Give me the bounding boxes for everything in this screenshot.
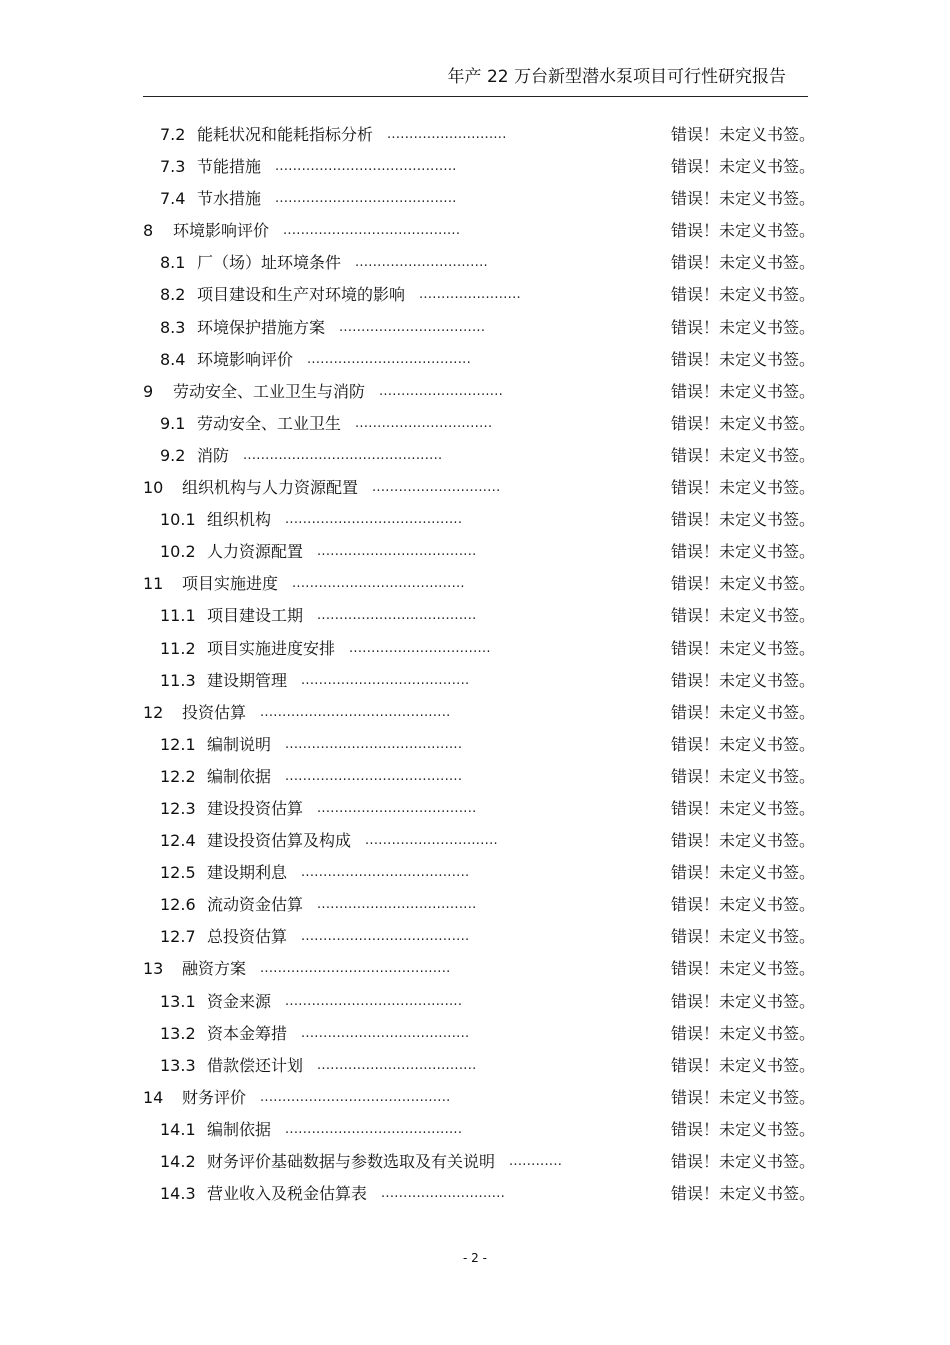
toc-entry-page-ref: 错误！未定义书签。 [671,285,816,305]
toc-entry-number: 9.1 [160,413,186,433]
toc-entry[interactable] [0,857,950,889]
toc-entry-title: 建设期利息 [207,863,288,883]
toc-entry[interactable] [0,215,950,247]
toc-leader-dots: ........................................ [285,1121,463,1137]
toc-leader-dots: ............................. [372,480,501,496]
toc-entry-page-ref: 错误！未定义书签。 [671,510,816,530]
toc-entry[interactable] [0,825,950,857]
toc-entry-title: 环境影响评价 [197,349,294,369]
toc-entry-page-ref: 错误！未定义书签。 [671,381,816,401]
toc-entry-number: 12.7 [160,927,196,947]
toc-entry-title: 建设投资估算及构成 [207,831,352,851]
toc-entry[interactable] [0,279,950,311]
toc-entry[interactable] [0,761,950,793]
toc-entry[interactable] [0,408,950,440]
toc-entry[interactable] [0,986,950,1018]
toc-entry-number: 14 [143,1087,164,1107]
toc-entry-title: 组织机构与人力资源配置 [182,478,359,498]
toc-entry-number: 12 [143,702,164,722]
toc-entry-page-ref: 错误！未定义书签。 [671,1055,816,1075]
toc-entry[interactable] [0,568,950,600]
toc-entry-number: 8 [143,221,154,241]
toc-entry-title: 编制依据 [207,766,272,786]
toc-leader-dots: ......................................... [275,159,457,175]
toc-entry-number: 11.2 [160,638,196,658]
toc-entry-page-ref: 错误！未定义书签。 [671,445,816,465]
toc-entry-title: 编制说明 [207,734,272,754]
toc-leader-dots: ........................................... [260,704,451,720]
toc-entry[interactable] [0,312,950,344]
toc-leader-dots: ........................................... [260,961,451,977]
toc-entry[interactable] [0,921,950,953]
toc-entry[interactable] [0,440,950,472]
toc-entry-title: 劳动安全、工业卫生与消防 [173,381,366,401]
toc-entry-page-ref: 错误！未定义书签。 [671,734,816,754]
toc-entry-title: 环境保护措施方案 [197,317,326,337]
toc-entry[interactable] [0,183,950,215]
toc-leader-dots: ...................................... [301,672,470,688]
toc-entry[interactable] [0,247,950,279]
toc-entry-number: 10 [143,478,164,498]
toc-entry-page-ref: 错误！未定义书签。 [671,895,816,915]
toc-entry[interactable] [0,793,950,825]
toc-leader-dots: .................................... [317,608,477,624]
toc-entry[interactable] [0,504,950,536]
toc-entry-number: 12.4 [160,831,196,851]
toc-entry-title: 项目实施进度安排 [207,638,336,658]
header-divider [143,96,808,97]
toc-entry-title: 项目建设和生产对环境的影响 [197,285,406,305]
toc-leader-dots: ....................... [419,287,521,303]
toc-entry-title: 环境影响评价 [173,221,270,241]
toc-entry-title: 项目建设工期 [207,606,304,626]
toc-entry-page-ref: 错误！未定义书签。 [671,125,816,144]
toc-leader-dots: .................................... [317,544,477,560]
toc-entry-title: 劳动安全、工业卫生 [197,413,342,433]
toc-entry[interactable] [0,1178,950,1210]
toc-leader-dots: ............................ [381,1186,506,1202]
toc-entry-number: 8.4 [160,349,186,369]
toc-leader-dots: .............................. [365,833,498,849]
toc-entry-number: 12.6 [160,895,196,915]
toc-entry-page-ref: 错误！未定义书签。 [671,189,816,209]
toc-entry[interactable] [0,1082,950,1114]
toc-entry-page-ref: 错误！未定义书签。 [671,157,816,177]
toc-entry-title: 厂（场）址环境条件 [197,253,342,273]
toc-entry-page-ref: 错误！未定义书签。 [671,927,816,947]
toc-entry-number: 10.2 [160,542,196,562]
toc-entry-title: 借款偿还计划 [207,1055,304,1075]
toc-leader-dots: ........................................ [285,993,463,1009]
toc-entry-title: 人力资源配置 [207,542,304,562]
toc-entry-title: 能耗状况和能耗指标分析 [197,125,374,144]
toc-entry-page-ref: 错误！未定义书签。 [671,670,816,690]
toc-entry-page-ref: 错误！未定义书签。 [671,638,816,658]
toc-leader-dots: ......................................... [275,191,457,207]
toc-leader-dots: ............................................. [243,447,443,463]
toc-leader-dots: .................................... [317,800,477,816]
toc-entry-page-ref: 错误！未定义书签。 [671,991,816,1011]
toc-entry[interactable] [0,633,950,665]
toc-entry-number: 8.1 [160,253,186,273]
toc-entry-page-ref: 错误！未定义书签。 [671,253,816,273]
toc-entry[interactable] [0,1146,950,1178]
toc-entry-title: 融资方案 [182,959,247,979]
toc-leader-dots: ........................................ [285,736,463,752]
toc-entry[interactable] [0,665,950,697]
toc-entry-page-ref: 错误！未定义书签。 [671,863,816,883]
toc-entry-number: 12.3 [160,798,196,818]
toc-entry-title: 营业收入及税金估算表 [207,1184,368,1204]
toc-leader-dots: ........................... [387,127,507,142]
toc-entry[interactable] [0,344,950,376]
toc-entry-number: 11.3 [160,670,196,690]
toc-entry[interactable] [0,1050,950,1082]
toc-entry-page-ref: 错误！未定义书签。 [671,317,816,337]
toc-entry[interactable] [0,536,950,568]
toc-entry-page-ref: 错误！未定义书签。 [671,831,816,851]
toc-entry-number: 10.1 [160,510,196,530]
toc-entry[interactable] [0,729,950,761]
toc-entry-number: 9.2 [160,445,186,465]
toc-leader-dots: ........................................ [285,768,463,784]
toc-entry-page-ref: 错误！未定义书签。 [671,574,816,594]
toc-entry-number: 12.1 [160,734,196,754]
toc-leader-dots: ............................ [379,383,504,399]
toc-entry-number: 13 [143,959,164,979]
toc-entry[interactable] [0,889,950,921]
table-of-contents [0,119,950,1210]
toc-leader-dots: ............ [509,1154,563,1169]
toc-entry-number: 14.2 [160,1152,196,1171]
toc-entry-page-ref: 错误！未定义书签。 [671,478,816,498]
toc-entry-title: 消防 [197,445,230,465]
toc-entry-page-ref: 错误！未定义书签。 [671,606,816,626]
toc-entry-page-ref: 错误！未定义书签。 [671,766,816,786]
toc-entry-number: 8.2 [160,285,186,305]
toc-leader-dots: ........................................... [260,1089,451,1105]
toc-entry-number: 11.1 [160,606,196,626]
toc-entry[interactable] [0,376,950,408]
toc-leader-dots: ........................................ [283,223,461,239]
toc-entry-title: 资金来源 [207,991,272,1011]
toc-leader-dots: ............................... [355,415,493,431]
toc-entry-page-ref: 错误！未定义书签。 [671,1023,816,1043]
toc-entry-number: 13.1 [160,991,196,1011]
toc-leader-dots: ................................ [349,640,491,656]
toc-entry-page-ref: 错误！未定义书签。 [671,702,816,722]
toc-entry-title: 项目实施进度 [182,574,279,594]
toc-leader-dots: .............................. [355,255,488,271]
toc-entry-page-ref: 错误！未定义书签。 [671,959,816,979]
running-header: 年产 22 万台新型潜水泵项目可行性研究报告 [447,67,786,87]
toc-entry-number: 11 [143,574,164,594]
toc-entry-number: 7.4 [160,189,186,209]
toc-entry-title: 节水措施 [197,189,262,209]
toc-entry[interactable] [0,472,950,504]
toc-leader-dots: ...................................... [301,1025,470,1041]
toc-entry-title: 节能措施 [197,157,262,177]
toc-entry-title: 财务评价基础数据与参数选取及有关说明 [207,1152,496,1171]
toc-entry-page-ref: 错误！未定义书签。 [671,798,816,818]
toc-entry-number: 13.2 [160,1023,196,1043]
toc-leader-dots: ........................................ [285,512,463,528]
toc-entry[interactable] [0,1018,950,1050]
toc-entry[interactable] [0,151,950,183]
toc-entry-title: 建设期管理 [207,670,288,690]
toc-entry[interactable] [0,119,950,151]
toc-entry-title: 投资估算 [182,702,247,722]
toc-entry-number: 8.3 [160,317,186,337]
toc-leader-dots: ...................................... [301,865,470,881]
toc-entry-page-ref: 错误！未定义书签。 [671,349,816,369]
toc-entry[interactable] [0,600,950,632]
toc-entry-page-ref: 错误！未定义书签。 [671,1184,816,1204]
toc-entry-page-ref: 错误！未定义书签。 [671,413,816,433]
toc-entry-number: 7.3 [160,157,186,177]
toc-leader-dots: .................................... [317,1057,477,1073]
toc-entry-title: 财务评价 [182,1087,247,1107]
toc-leader-dots: ....................................... [292,576,465,592]
toc-entry[interactable] [0,697,950,729]
toc-entry-number: 14.1 [160,1119,196,1139]
toc-entry-page-ref: 错误！未定义书签。 [671,1119,816,1139]
toc-entry[interactable] [0,953,950,985]
toc-entry-number: 9 [143,381,154,401]
toc-entry-page-ref: 错误！未定义书签。 [671,1152,816,1171]
toc-entry-title: 总投资估算 [207,927,288,947]
toc-entry-number: 12.2 [160,766,196,786]
toc-entry-number: 12.5 [160,863,196,883]
page-number: - 2 - [463,1251,487,1265]
toc-entry-page-ref: 错误！未定义书签。 [671,1087,816,1107]
toc-leader-dots: .................................... [317,897,477,913]
toc-leader-dots: ................................. [339,319,486,335]
toc-entry-title: 流动资金估算 [207,895,304,915]
toc-entry-title: 组织机构 [207,510,272,530]
toc-entry-title: 建设投资估算 [207,798,304,818]
toc-entry-number: 7.2 [160,125,186,144]
toc-entry[interactable] [0,1114,950,1146]
toc-leader-dots: ..................................... [307,351,471,367]
toc-entry-number: 14.3 [160,1184,196,1204]
toc-leader-dots: ...................................... [301,929,470,945]
toc-entry-number: 13.3 [160,1055,196,1075]
toc-entry-title: 资本金筹措 [207,1023,288,1043]
toc-entry-page-ref: 错误！未定义书签。 [671,542,816,562]
toc-entry-page-ref: 错误！未定义书签。 [671,221,816,241]
toc-entry-title: 编制依据 [207,1119,272,1139]
